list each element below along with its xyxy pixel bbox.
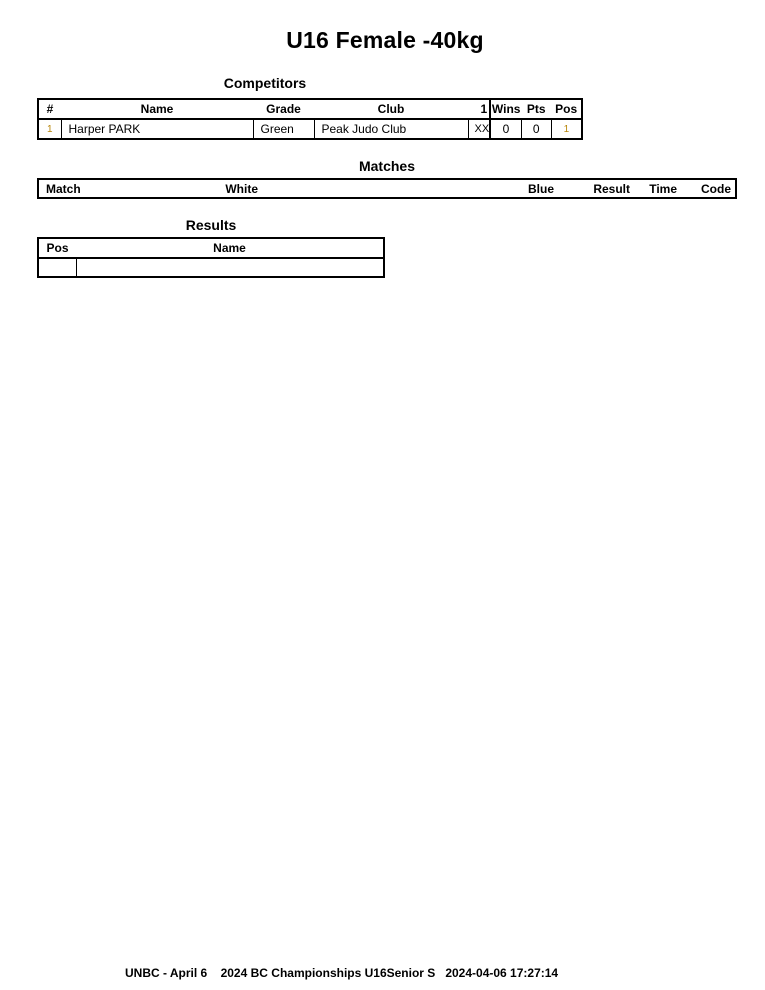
competitors-table [37,98,583,140]
footer-timestamp: 2024-04-06 17:27:14 [445,966,559,980]
competitor-name: Harper PARK [61,119,253,139]
competitor-round-1: XX [468,119,490,139]
col-header-round-1: 1 [468,99,490,119]
competitor-num: 1 [38,119,61,139]
competitor-pts: 0 [521,119,551,139]
table-row [38,258,384,277]
col-header-grade: Grade [253,99,314,119]
competitor-pos: 1 [551,119,582,139]
matches-table [37,178,737,199]
competitor-wins: 0 [490,119,521,139]
result-name-cell [76,258,384,277]
col-header-code: Code [701,181,731,196]
footer-venue: UNBC - April 6 [125,966,208,980]
col-header-result-name: Name [76,238,384,258]
col-header-pos: Pos [551,99,582,119]
col-header-time: Time [649,181,677,196]
col-header-white: White [225,181,258,196]
footer [125,966,558,980]
results-heading: Results [185,217,237,233]
competitors-header-row [38,99,582,119]
col-header-pts: Pts [521,99,551,119]
matches-header-row [38,179,736,198]
col-header-num: # [38,99,61,119]
competitor-grade: Green [253,119,314,139]
col-header-name: Name [61,99,253,119]
matches-heading: Matches [358,158,416,174]
col-header-club: Club [314,99,468,119]
results-table [37,237,385,278]
competitors-heading: Competitors [223,75,307,91]
col-header-match: Match [46,181,81,196]
footer-event: 2024 BC Championships U16Senior S [220,966,436,980]
competitor-club: Peak Judo Club [314,119,468,139]
col-header-result-pos: Pos [38,238,76,258]
results-header-row [38,238,384,258]
col-header-blue: Blue [527,181,554,196]
page-title: U16 Female -40kg [286,27,484,53]
table-row [38,119,582,139]
result-pos-cell [38,258,76,277]
col-header-result: Result [593,181,630,196]
col-header-wins: Wins [490,99,521,119]
